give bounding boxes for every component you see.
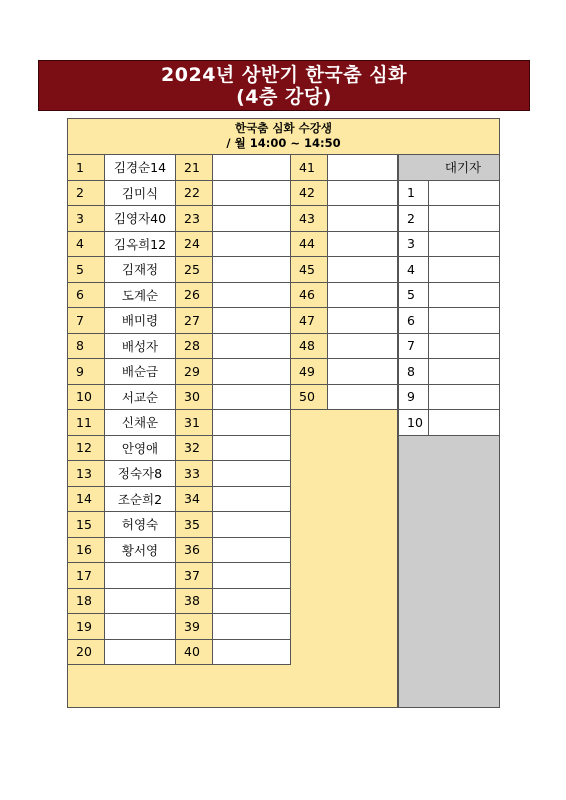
- seat-number: 49: [291, 359, 328, 385]
- seat-number: 46: [291, 283, 328, 309]
- student-name-cell[interactable]: [328, 181, 398, 207]
- seat-number: 36: [176, 538, 213, 564]
- seat-number: 10: [68, 385, 105, 411]
- seat-number: 48: [291, 334, 328, 360]
- student-name-cell[interactable]: [105, 563, 176, 589]
- student-name-cell[interactable]: [213, 155, 291, 181]
- student-name-cell[interactable]: [213, 206, 291, 232]
- seat-number: 12: [68, 436, 105, 462]
- student-name-cell[interactable]: [328, 359, 398, 385]
- seat-number: 8: [68, 334, 105, 360]
- waitlist-name-cell[interactable]: [429, 257, 499, 283]
- seat-number: 42: [291, 181, 328, 207]
- student-name-cell[interactable]: [213, 512, 291, 538]
- student-name-cell[interactable]: [328, 155, 398, 181]
- student-name-cell[interactable]: [213, 589, 291, 615]
- roster-header-schedule: / 월 14:00 ~ 14:50: [226, 136, 341, 150]
- student-name-cell[interactable]: 배성자: [105, 334, 176, 360]
- seat-number: 26: [176, 283, 213, 309]
- waitlist-name-cell[interactable]: [429, 181, 499, 207]
- waitlist-number: 7: [398, 334, 429, 360]
- waitlist-number: 3: [398, 232, 429, 258]
- student-name-cell[interactable]: 조순희2: [105, 487, 176, 513]
- seat-number: 16: [68, 538, 105, 564]
- seat-number: 22: [176, 181, 213, 207]
- student-name-cell[interactable]: [328, 232, 398, 258]
- waitlist-name-cell[interactable]: [429, 385, 499, 411]
- seat-number: 27: [176, 308, 213, 334]
- seat-number: 35: [176, 512, 213, 538]
- student-name-cell[interactable]: [213, 181, 291, 207]
- seat-number: 20: [68, 640, 105, 666]
- student-name-cell[interactable]: [213, 461, 291, 487]
- student-name-cell[interactable]: 김경순14: [105, 155, 176, 181]
- student-name-cell[interactable]: [213, 487, 291, 513]
- seat-number: 25: [176, 257, 213, 283]
- seat-number: 30: [176, 385, 213, 411]
- waitlist-name-cell[interactable]: [429, 283, 499, 309]
- seat-number: 21: [176, 155, 213, 181]
- seat-number: 50: [291, 385, 328, 411]
- student-name-cell[interactable]: 황서영: [105, 538, 176, 564]
- student-name-cell[interactable]: [328, 257, 398, 283]
- student-name-cell[interactable]: [213, 385, 291, 411]
- student-name-cell[interactable]: [213, 308, 291, 334]
- student-name-cell[interactable]: [105, 614, 176, 640]
- title-banner: [38, 60, 530, 111]
- student-name-cell[interactable]: 배순금: [105, 359, 176, 385]
- seat-number: 41: [291, 155, 328, 181]
- seat-number: 11: [68, 410, 105, 436]
- seat-number: 15: [68, 512, 105, 538]
- student-name-cell[interactable]: [213, 640, 291, 666]
- seat-number: 2: [68, 181, 105, 207]
- waitlist-name-cell[interactable]: [429, 308, 499, 334]
- seat-number: 28: [176, 334, 213, 360]
- seat-number: 29: [176, 359, 213, 385]
- student-name-cell[interactable]: [328, 206, 398, 232]
- student-name-cell[interactable]: [213, 538, 291, 564]
- seat-number: 34: [176, 487, 213, 513]
- waitlist-number: 9: [398, 385, 429, 411]
- seat-number: 4: [68, 232, 105, 258]
- waitlist-number: 10: [398, 410, 429, 436]
- seat-number: 6: [68, 283, 105, 309]
- seat-number: 44: [291, 232, 328, 258]
- seat-number: 37: [176, 563, 213, 589]
- waitlist-number: 1: [398, 181, 429, 207]
- student-name-cell[interactable]: 서교순: [105, 385, 176, 411]
- waitlist-name-cell[interactable]: [429, 334, 499, 360]
- empty-area: [291, 410, 398, 665]
- seat-number: 33: [176, 461, 213, 487]
- student-name-cell[interactable]: [328, 385, 398, 411]
- seat-number: 38: [176, 589, 213, 615]
- student-name-cell[interactable]: 김옥희12: [105, 232, 176, 258]
- seat-number: 39: [176, 614, 213, 640]
- student-name-cell[interactable]: 김재정: [105, 257, 176, 283]
- waitlist-number: 8: [398, 359, 429, 385]
- banner-title: 2024년 상반기 한국춤 심화: [161, 64, 407, 86]
- seat-number: 31: [176, 410, 213, 436]
- student-name-cell[interactable]: [328, 308, 398, 334]
- student-name-cell[interactable]: 신채운: [105, 410, 176, 436]
- waitlist-number: 5: [398, 283, 429, 309]
- roster-header-title: 한국춤 심화 수강생: [235, 121, 332, 135]
- seat-number: 19: [68, 614, 105, 640]
- student-name-cell[interactable]: 정숙자8: [105, 461, 176, 487]
- seat-number: 32: [176, 436, 213, 462]
- seat-number: 18: [68, 589, 105, 615]
- student-name-cell[interactable]: 김미식: [105, 181, 176, 207]
- seat-number: 5: [68, 257, 105, 283]
- waitlist-name-cell[interactable]: [429, 206, 499, 232]
- waitlist-name-cell[interactable]: [429, 410, 499, 436]
- student-name-cell[interactable]: [213, 410, 291, 436]
- student-name-cell[interactable]: [213, 334, 291, 360]
- seat-number: 47: [291, 308, 328, 334]
- waitlist-header: 대기자: [398, 155, 499, 181]
- student-name-cell[interactable]: 배미령: [105, 308, 176, 334]
- student-name-cell[interactable]: 허영숙: [105, 512, 176, 538]
- waitlist-name-cell[interactable]: [429, 232, 499, 258]
- seat-number: 45: [291, 257, 328, 283]
- student-name-cell[interactable]: [213, 359, 291, 385]
- seat-number: 24: [176, 232, 213, 258]
- waitlist-number: 6: [398, 308, 429, 334]
- student-name-cell[interactable]: [213, 614, 291, 640]
- seat-number: 23: [176, 206, 213, 232]
- banner-subtitle: (4층 강당): [236, 86, 332, 108]
- seat-number: 9: [68, 359, 105, 385]
- seat-number: 40: [176, 640, 213, 666]
- student-name-cell[interactable]: 김영자40: [105, 206, 176, 232]
- seat-number: 17: [68, 563, 105, 589]
- student-name-cell[interactable]: 도계순: [105, 283, 176, 309]
- student-name-cell[interactable]: [213, 283, 291, 309]
- student-name-cell[interactable]: [213, 563, 291, 589]
- student-name-cell[interactable]: [328, 334, 398, 360]
- roster-sheet: [67, 118, 500, 708]
- waitlist-empty-area: [398, 436, 499, 708]
- student-name-cell[interactable]: [328, 283, 398, 309]
- waitlist-number: 4: [398, 257, 429, 283]
- student-name-cell[interactable]: [213, 232, 291, 258]
- seat-number: 3: [68, 206, 105, 232]
- seat-number: 43: [291, 206, 328, 232]
- waitlist-name-cell[interactable]: [429, 359, 499, 385]
- student-name-cell[interactable]: [213, 436, 291, 462]
- student-name-cell[interactable]: [105, 589, 176, 615]
- student-name-cell[interactable]: [213, 257, 291, 283]
- seat-number: 14: [68, 487, 105, 513]
- seat-number: 13: [68, 461, 105, 487]
- seat-number: 7: [68, 308, 105, 334]
- student-name-cell[interactable]: 안영애: [105, 436, 176, 462]
- footer-strip: [68, 665, 398, 707]
- seat-number: 1: [68, 155, 105, 181]
- roster-header: [68, 119, 499, 155]
- waitlist-number: 2: [398, 206, 429, 232]
- student-name-cell[interactable]: [105, 640, 176, 666]
